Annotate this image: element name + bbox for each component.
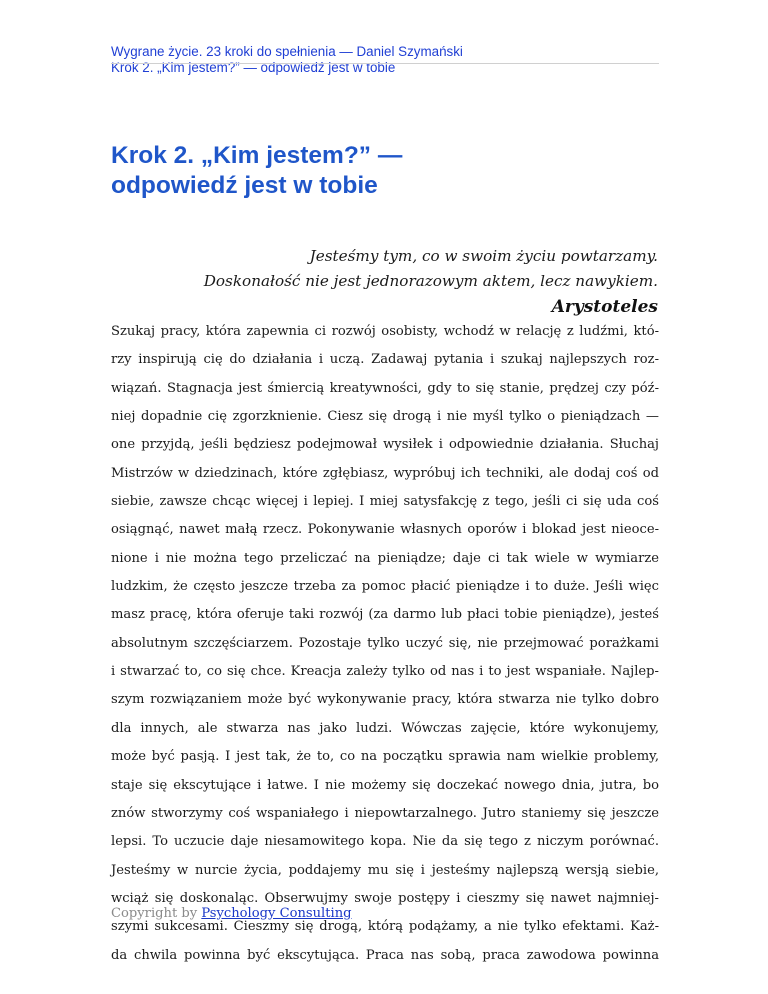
body-line: nione i nie można tego przeliczać na pieniądze; daje ci tak wiele w wymiarze — [111, 550, 659, 566]
running-header-chapter: Krok 2. „Kim jestem?” — odpowiedź jest w tobie — [111, 60, 396, 75]
body-line: da chwila powinna być ekscytująca. Praca nas sobą, praca zawodowa powinna — [111, 947, 659, 963]
running-header-book: Wygrane życie. 23 kroki do spełnienia — Daniel Szymański — [111, 44, 463, 59]
body-paragraph — [111, 318, 659, 970]
body-line: staje się ekscytujące i łatwe. I nie możemy się doczekać nowego dnia, jutra, bo — [111, 777, 659, 793]
publisher-link[interactable]: Psychology Consulting — [201, 906, 352, 921]
body-line: szym rozwiązaniem może być wykonywanie pracy, która stwarza nie tylko dobro — [111, 692, 659, 708]
body-line: siebie, zawsze chcąc więcej i lepiej. I miej satysfakcję z tego, jeśli ci się uda coś — [111, 494, 659, 510]
body-line: i stwarzać to, co się chce. Kreacja zależy tylko od nas i to jest wspaniałe. Najlep- — [111, 664, 659, 680]
copyright-text: Copyright by — [111, 906, 198, 921]
body-line: lepsi. To uczucie daje niesamowitego kopa. Nie da się tego z niczym porównać. — [111, 834, 659, 850]
body-line: Mistrzów w dziedzinach, które zgłębiasz, wypróbuj ich techniki, ale dodaj coś od — [111, 465, 659, 481]
body-line: Szukaj pracy, która zapewnia ci rozwój osobisty, wchodź w relację z ludźmi, któ- — [111, 324, 659, 339]
footer-copyright — [111, 905, 352, 923]
body-line: wciąż się doskonaląc. Obserwujmy swoje postępy i cieszmy się nawet najmniej- — [111, 890, 659, 906]
body-line: rzy inspirują cię do działania i uczą. Zadawaj pytania i szukaj najlepszych roz- — [111, 352, 659, 368]
body-line: dla innych, ale stwarza nas jako ludzi. Wówczas zajęcie, które wykonujemy, — [111, 720, 659, 736]
body-line: Jesteśmy w nurcie życia, poddajemy mu się i jesteśmy najlepszą wersją siebie, — [111, 862, 659, 878]
epigraph — [204, 244, 658, 319]
header-divider — [111, 63, 659, 64]
chapter-title — [111, 141, 671, 200]
body-line: wiązań. Stagnacja jest śmiercią kreatywności, gdy to się stanie, prędzej czy póź- — [111, 380, 659, 396]
chapter-title-line-1: Krok 2. „Kim jestem?” — — [111, 142, 403, 169]
body-line: może być pasją. I jest tak, że to, co na początku sprawia nam wielkie problemy, — [111, 749, 659, 765]
body-line: szymi sukcesami. Cieszmy się drogą, którą podążamy, a nie tylko efektami. Każ- — [111, 919, 659, 935]
epigraph-line-2: Doskonałość nie jest jednorazowym aktem, lecz nawykiem. — [203, 271, 658, 290]
epigraph-line-1: Jesteśmy tym, co w swoim życiu powtarzamy. — [309, 247, 658, 265]
body-line: absolutnym szczęściarzem. Pozostaje tylko uczyć się, nie przejmować porażkami — [111, 635, 659, 651]
body-line: osiągnąć, nawet małą rzecz. Pokonywanie własnych oporów i blokad jest nieoce- — [111, 522, 659, 538]
epigraph-author: Arystoteles — [551, 297, 658, 317]
body-line: niej dopadnie cię zgorzknienie. Ciesz się drogą i nie myśl tylko o pieniądzach — — [111, 409, 659, 425]
body-line: masz pracę, która oferuje taki rozwój (za darmo lub płaci tobie pieniądze), jesteś — [111, 607, 659, 623]
body-line: one przyjdą, jeśli będziesz podejmował wysiłek i odpowiednie działania. Słuchaj — [111, 437, 659, 453]
body-line: znów stworzymy coś wspaniałego i niepowtarzalnego. Jutro staniemy się jeszcze — [111, 805, 659, 821]
chapter-title-line-2: odpowiedź jest w tobie — [111, 171, 378, 199]
running-header — [111, 44, 659, 76]
body-line: ludzkim, że często jeszcze trzeba za pomoc płacić pieniądze i to duże. Jeśli więc — [111, 579, 659, 595]
